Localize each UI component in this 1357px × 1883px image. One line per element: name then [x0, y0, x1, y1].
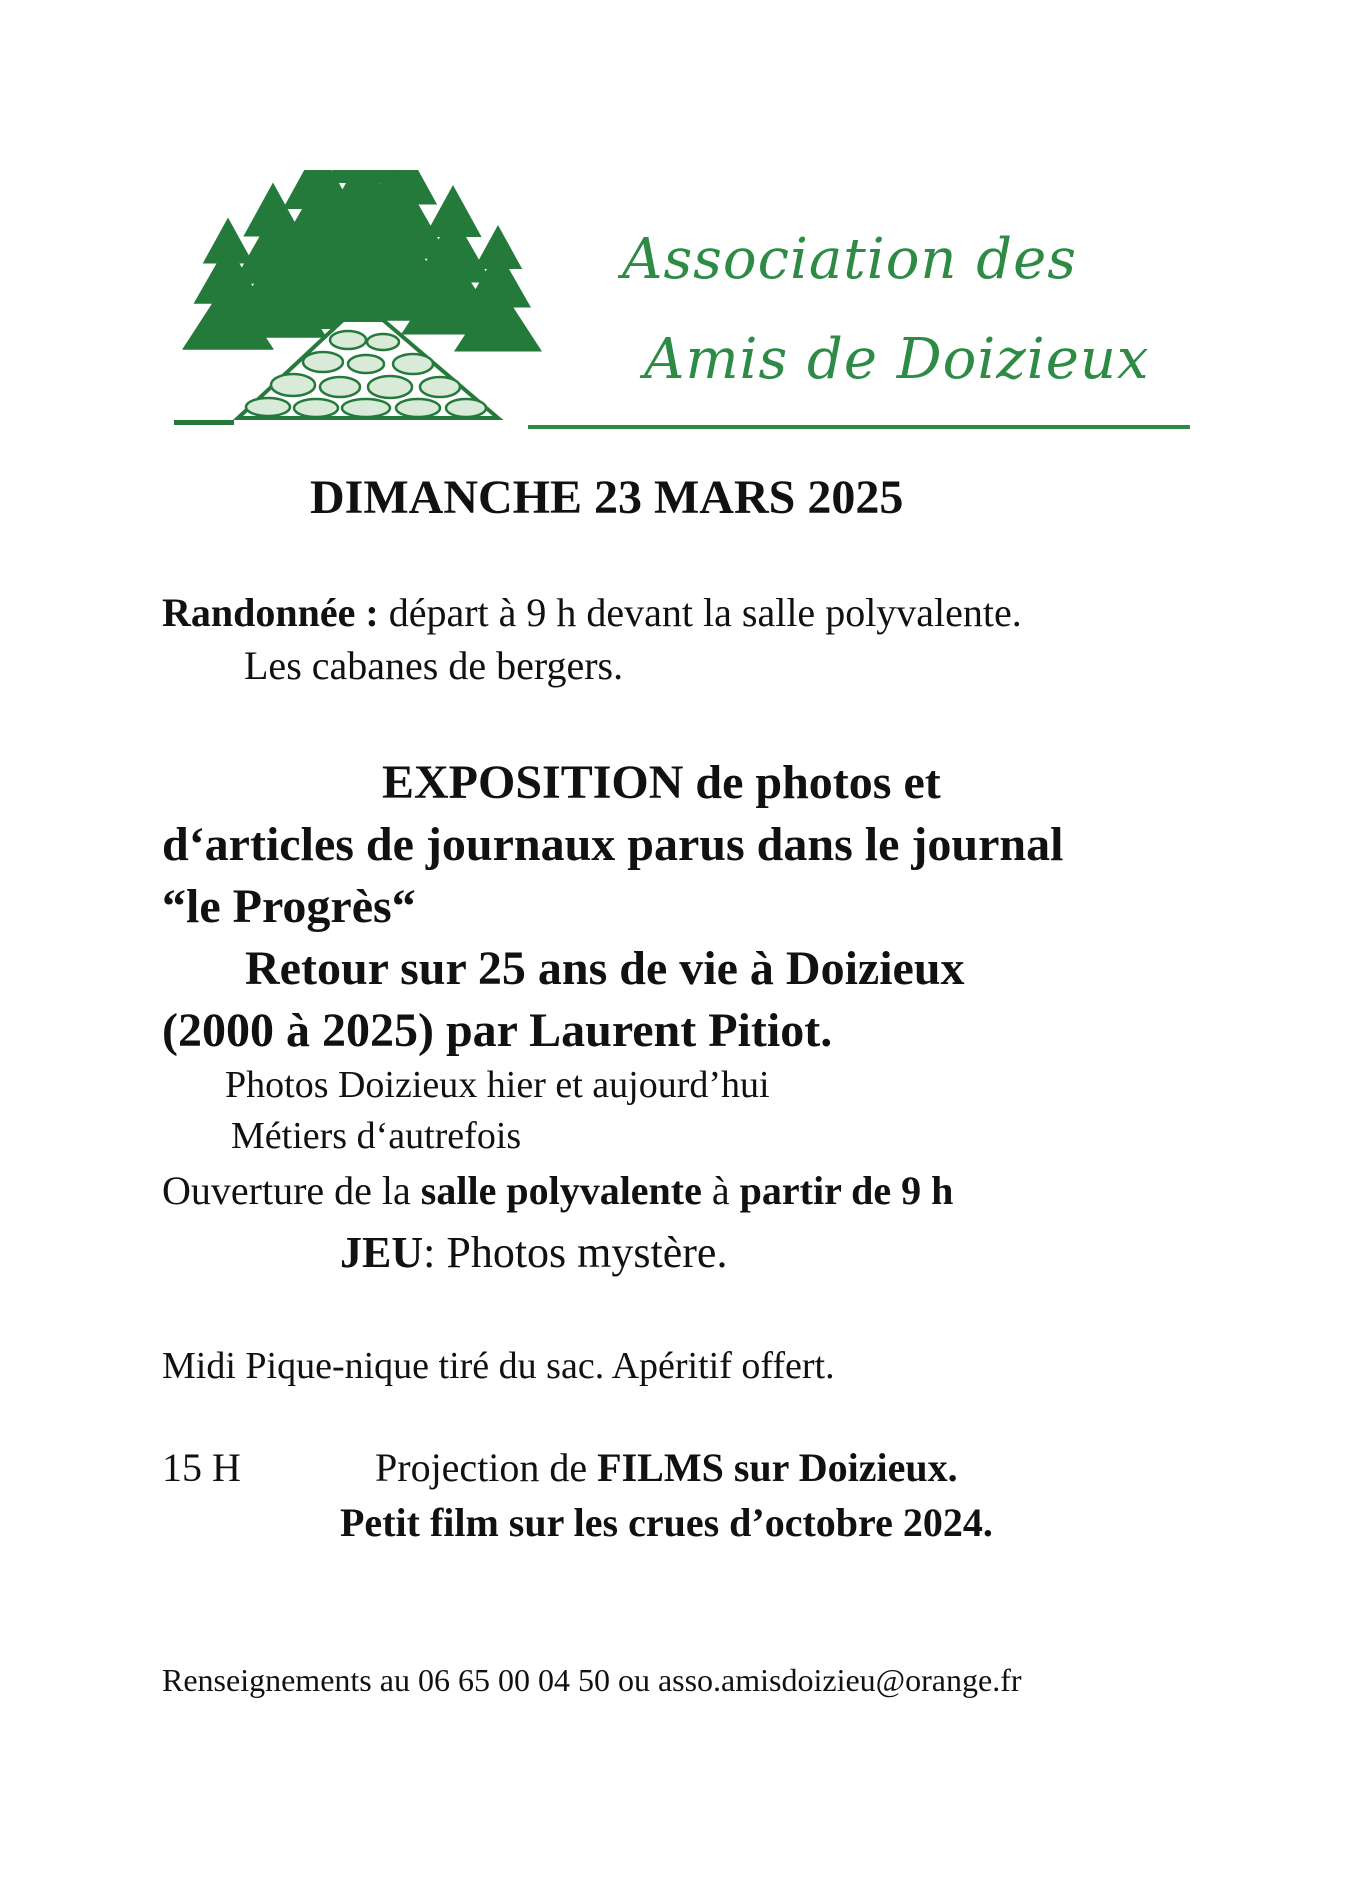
ouverture-part1: Ouverture de la [162, 1168, 421, 1213]
exposition-line5: (2000 à 2025) par Laurent Pitiot. [162, 1004, 833, 1057]
header-divider [528, 425, 1190, 429]
projection-time: 15 H [162, 1445, 241, 1490]
jeu-label: JEU [340, 1228, 424, 1277]
exposition-line3: “le Progrès“ [162, 880, 416, 933]
exposition-detail2: Métiers d‘autrefois [231, 1115, 522, 1157]
projection-line1 [375, 1445, 958, 1491]
projection-films: FILMS sur Doizieux. [597, 1445, 958, 1490]
date-heading: DIMANCHE 23 MARS 2025 [310, 471, 904, 524]
org-name-line1: Association des [622, 227, 1078, 292]
midi-line: Midi Pique-nique tiré du sac. Apéritif offert. [162, 1345, 835, 1387]
randonnee-subtitle: Les cabanes de bergers. [244, 643, 624, 688]
randonnee-text: départ à 9 h devant la salle polyvalente. [378, 590, 1022, 635]
exposition-label: EXPOSITION [382, 756, 684, 809]
ouverture-line [162, 1168, 953, 1214]
ouverture-time: partir de 9 h [739, 1168, 954, 1213]
exposition-line2: d‘articles de journaux parus dans le journal [162, 818, 1064, 871]
contact-footer: Renseignements au 06 65 00 04 50 ou asso.amisdoizieu@orange.fr [162, 1662, 1022, 1698]
randonnee-line [162, 590, 1022, 636]
projection-part1: Projection de [375, 1445, 598, 1490]
ouverture-venue: salle polyvalente [420, 1168, 702, 1213]
exposition-line1 [382, 755, 941, 810]
pine-forest-logo-icon [168, 170, 546, 432]
jeu-line [340, 1228, 727, 1279]
projection-line2: Petit film sur les crues d’octobre 2024. [340, 1500, 993, 1545]
org-name-line2: Amis de Doizieux [644, 327, 1150, 392]
randonnee-label: Randonnée : [162, 590, 379, 635]
jeu-text: : Photos mystère. [423, 1228, 728, 1277]
exposition-line4: Retour sur 25 ans de vie à Doizieux [245, 942, 965, 995]
ouverture-part3: à [701, 1168, 740, 1213]
exposition-detail1: Photos Doizieux hier et aujourd’hui [225, 1064, 770, 1106]
exposition-line1-rest: de photos et [683, 756, 941, 809]
